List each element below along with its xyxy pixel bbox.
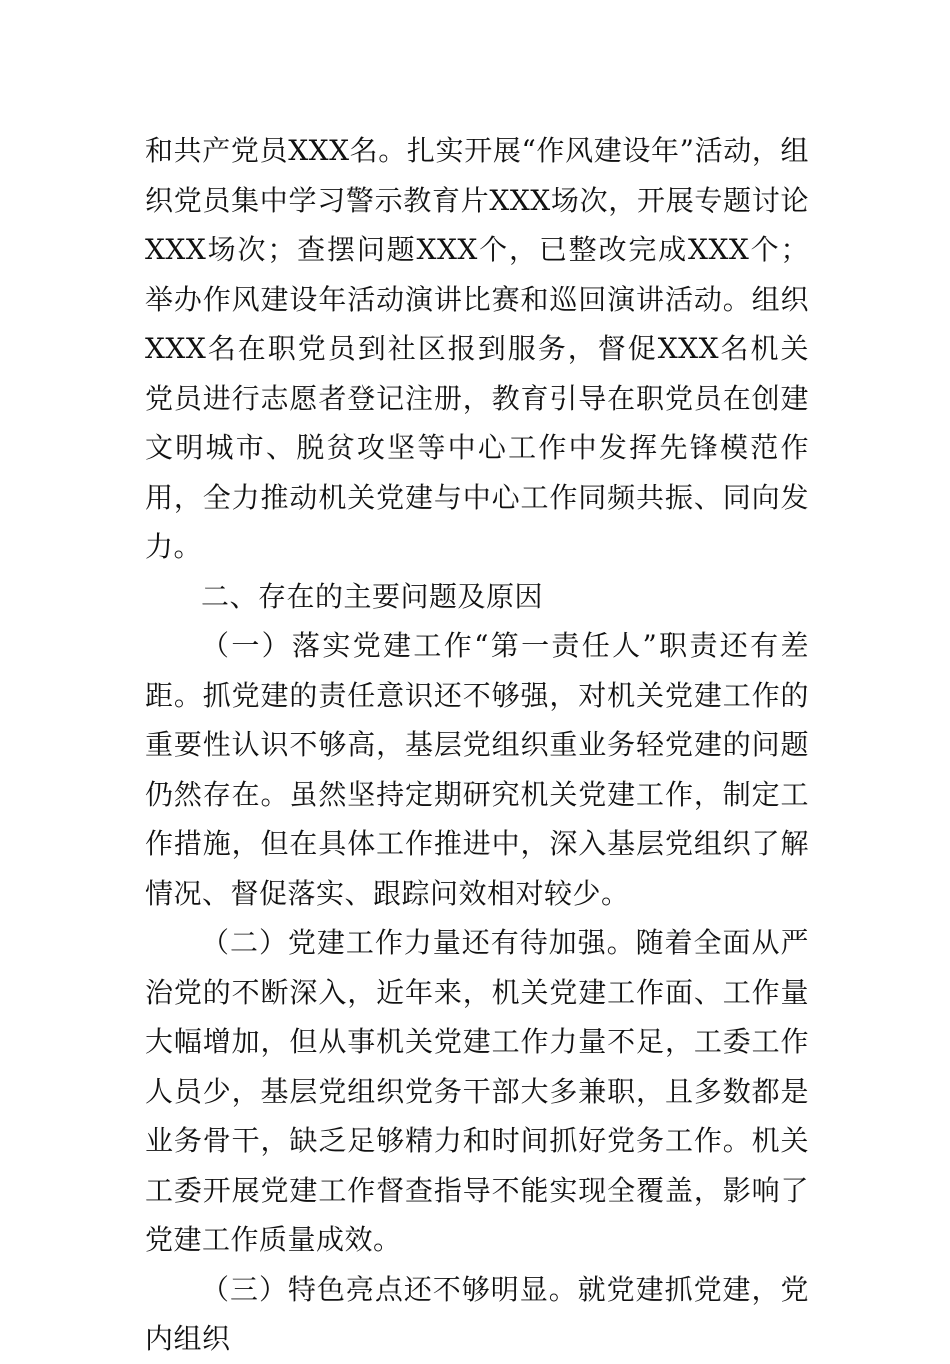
paragraph-issue-3: （三）特色亮点还不够明显。就党建抓党建，党内组织	[145, 1272, 809, 1355]
paragraph-issue-1: （一）落实党建工作“第一责任人”职责还有差距。抓党建的责任意识还不够强，对机关党建工作的重要性认识不够高，基层党组织重业务轻党建的问题仍然存在。虽然坚持定期研究机关党建工作，制定工作措施，但在具体工作推进中，深入基层党组织了解情况、督促落实、跟踪问效相对较少。	[145, 629, 809, 910]
paragraph-continuation: 和共产党员XXX名。扎实开展“作风建设年”活动，组织党员集中学习警示教育片XXX场次，开展专题讨论XXX场次；查摆问题XXX个，已整改完成XXX个；举办作风建设年活动演讲比赛和巡回演讲活动。组织XXX名在职党员到社区报到服务，督促XXX名机关党员进行志愿者登记注册，教育引导在职党员在创建文明城市、脱贫攻坚等中心工作中发挥先锋模范作用，全力推动机关党建与中心工作同频共振、同向发力。	[145, 134, 809, 563]
document-body	[145, 126, 809, 1364]
paragraph-issue-2: （二）党建工作力量还有待加强。随着全面从严治党的不断深入，近年来，机关党建工作面、工作量大幅增加，但从事机关党建工作力量不足，工委工作人员少，基层党组织党务干部大多兼职，且多数都是业务骨干，缺乏足够精力和时间抓好党务工作。机关工委开展党建工作督查指导不能实现全覆盖，影响了党建工作质量成效。	[145, 926, 809, 1256]
section-heading: 二、存在的主要问题及原因	[201, 579, 544, 613]
